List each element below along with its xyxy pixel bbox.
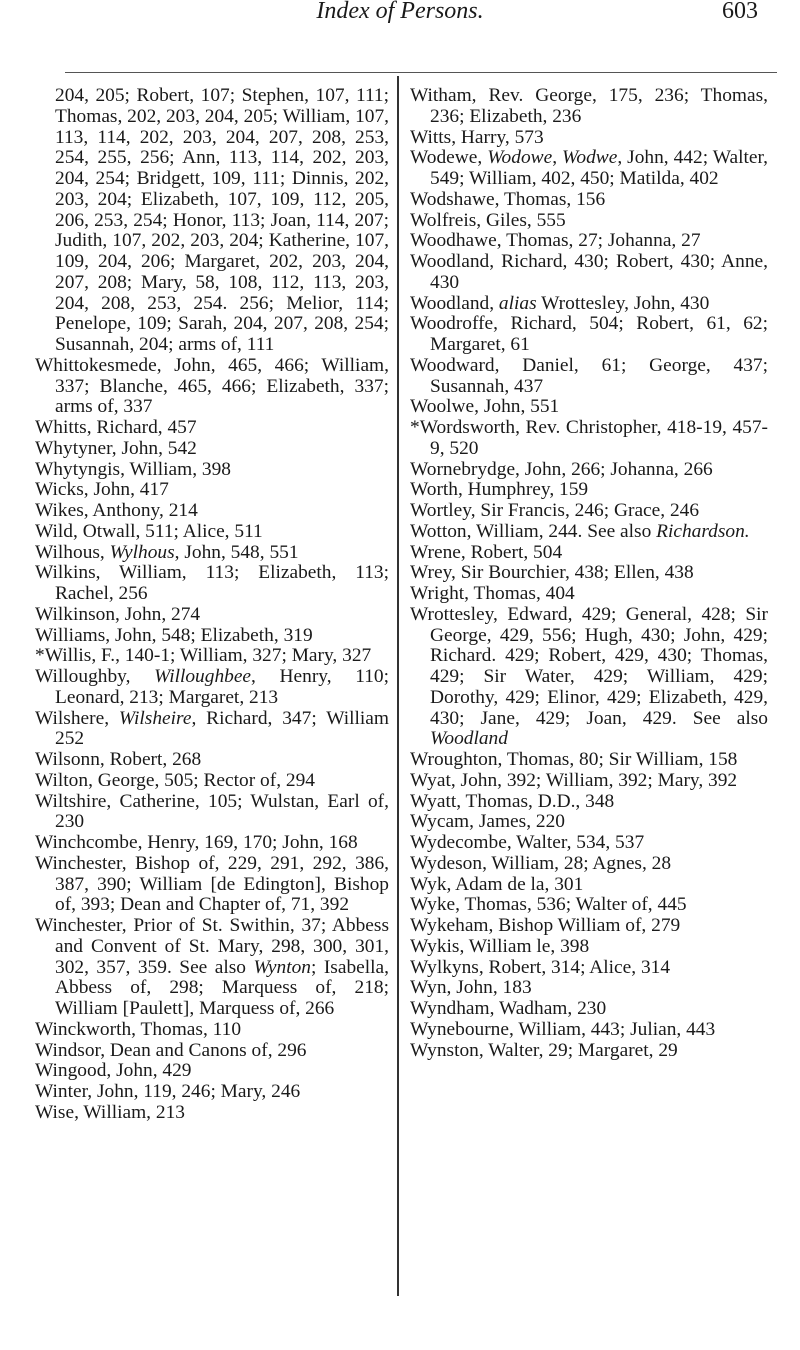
entry-text: Whytyner, John, 542 [35,437,197,459]
entry-text: Windsor, Dean and Canons of, 296 [35,1039,307,1061]
entry-text: Wilkins, William, 113; Elizabeth, 113; Rachel, 256 [35,562,389,604]
index-entry [35,543,389,564]
entry-variant-italic: alias [498,292,537,314]
index-entry [35,501,389,522]
index-entry [35,626,389,647]
index-entry-continuation [35,86,389,356]
page-number: 603 [722,0,758,24]
entry-text: Wykeham, Bishop William of, 279 [410,915,681,936]
entry-text: Wyn, John, 183 [410,977,532,999]
index-entry [35,792,389,834]
entry-text: Woodward, Daniel, 61; George, 437; Susannah, 437 [410,354,768,397]
entry-text: ; Isabella, Abbess of, 298; Marquess of, 218; William [Paulett], Marquess of, 266 [55,956,389,1019]
entry-text: Wiltshire, Catherine, 105; Wulstan, Earl of, 230 [35,790,389,833]
index-entry [410,480,768,501]
index-entry [35,667,389,709]
entry-text: Wild, Otwall, 511; Alice, 511 [35,520,263,542]
entry-text: Wykis, William le, 398 [410,935,590,957]
index-entry [410,854,768,875]
entry-text: Wright, Thomas, 404 [410,583,575,604]
entry-text: Whittokesmede, John, 465, 466; William, 337; Blanche, 465, 466; Elizabeth, 337; arms of, 337 [35,354,389,418]
index-entry [410,294,768,315]
index-entry [35,1103,389,1124]
entry-text: Williams, John, 548; Elizabeth, 319 [35,624,313,646]
column-divider [397,76,399,1296]
index-entry [35,1082,389,1103]
entry-text: Witham, Rev. George, 175, 236; Thomas, 236; Elizabeth, 236 [410,85,768,127]
header-rule [65,72,777,73]
entry-text: Whitts, Richard, 457 [35,417,197,438]
entry-text: Wycam, James, 220 [410,811,565,833]
entry-text: Wilton, George, 505; Rector of, 294 [35,769,315,791]
index-entry [410,231,768,252]
index-entry [35,916,389,1020]
entry-variant-italic: Wilsheire [118,707,192,729]
index-entry [410,916,768,937]
index-entry [35,480,389,501]
index-entry [410,543,768,564]
entry-text: Wolfreis, Giles, 555 [410,209,566,231]
index-entry [35,854,389,916]
entry-text: Wyk, Adam de la, 301 [410,873,584,895]
entry-variant-italic: Wylhous [109,541,175,563]
index-entry [410,999,768,1020]
index-entry [35,833,389,854]
index-entry [35,771,389,792]
entry-text: Wilshere, [35,707,119,729]
entry-text: Wrey, Sir Bourchier, 438; Ellen, 438 [410,562,694,584]
index-entry [35,605,389,626]
entry-variant-italic: Willoughbee [154,666,252,687]
entry-text: Wilhous, [35,541,110,563]
index-entry [410,252,768,294]
index-entry [410,148,768,190]
entry-text: Wyat, John, 392; William, 392; Mary, 392 [410,769,738,791]
entry-text: , John, 548, 551 [174,541,299,563]
entry-text: Winckworth, Thomas, 110 [35,1018,242,1040]
index-entry [410,937,768,958]
entry-text: Wydecombe, Walter, 534, 537 [410,832,645,853]
entry-text: Worth, Humphrey, 159 [410,479,589,501]
entry-text: Wilsonn, Robert, 268 [35,749,202,770]
index-entry [35,563,389,605]
index-entry [410,211,768,232]
entry-text: Willoughby, [35,666,155,687]
index-entry [410,812,768,833]
index-entry [410,1041,768,1062]
entry-text: Wicks, John, 417 [35,479,169,501]
index-entry [410,190,768,211]
index-entry [35,460,389,481]
entry-text: Woolwe, John, 551 [410,396,560,418]
entry-text: Woodroffe, Richard, 504; Robert, 61, 62; Margaret, 61 [410,313,768,355]
index-entry [35,1061,389,1082]
index-entry [410,895,768,916]
index-entry [410,563,768,584]
entry-text: Wyndham, Wadham, 230 [410,998,607,1019]
entry-variant-italic: Wodowe [487,147,553,169]
entry-text: Witts, Harry, 573 [410,126,544,148]
entry-text: Wylkyns, Robert, 314; Alice, 314 [410,956,671,978]
entry-text: 204, 205; Robert, 107; Stephen, 107, 111; Thomas, 202, 203, 204, 205; William, 107, 113, 114, 202, 203, 204, 207, 208, 253, 254, 255, 256; Ann, 113, 114, 202, 203, 204, 254; Bridgett, 109, 111; Dinnis, 202, 203, 204; Elizabeth, 107, 109, 112, 205, 206, 253, 254; Honor, 113; Joan, 114, 207; Judith, 107, 202, 203, 204; Katherine, 107, 109, 204, 206; Margaret, 202, 203, 204, 207, 208; Mary, 58, 108, 112, 113, 203, 204, 208, 253, 254. 256; Melior, 114; Penelope, 109; Sarah, 204, 207, 208, 254; Susannah, 204; arms of, 111 [55,85,389,355]
index-entry [410,875,768,896]
entry-text: Wynston, Walter, 29; Margaret, 29 [410,1039,678,1061]
entry-text: Wydeson, William, 28; Agnes, 28 [410,852,672,874]
index-entry [410,771,768,792]
index-entry [410,792,768,813]
entry-variant-italic: Wynton [253,956,311,978]
index-column-left [35,86,389,1124]
entry-variant-italic: Woodland [430,728,508,750]
index-entry [410,314,768,356]
index-entry [410,584,768,605]
index-entry [35,750,389,771]
entry-text: Wingood, John, 429 [35,1060,192,1082]
entry-text: Wilkinson, John, 274 [35,603,201,625]
entry-text: , Richard, 347; William 252 [55,707,389,750]
index-entry [35,356,389,418]
entry-text: , Henry, 110; Leonard, 213; Margaret, 213 [55,666,390,708]
entry-text: Woodland, Richard, 430; Robert, 430; Anne, 430 [410,251,768,293]
entry-variant-italic: Richardson. [656,520,750,542]
entry-text: *Willis, F., 140-1; William, 327; Mary, 327 [35,645,372,667]
entry-text: Wyatt, Thomas, D.D., 348 [410,790,615,812]
entry-text: Wotton, William, 244. See also [410,520,657,542]
index-entry [410,501,768,522]
entry-text: Winchester, Prior of St. Swithin, 37; Abbess and Convent of St. Mary, 298, 300, 301, 302, 357, 359. See also [35,915,389,978]
entry-text: *Wordsworth, Rev. Christopher, 418-19, 457-9, 520 [410,417,768,459]
index-entry [410,833,768,854]
entry-text: Whytyngis, William, 398 [35,458,231,480]
index-entry [410,86,768,128]
index-entry [410,1020,768,1041]
index-entry [35,1020,389,1041]
entry-text: , [552,147,563,169]
index-entry [35,646,389,667]
entry-text: Wornebrydge, John, 266; Johanna, 266 [410,458,713,480]
entry-text: Wodshawe, Thomas, 156 [410,188,606,210]
index-column-right [410,86,768,1061]
index-entry [410,978,768,999]
index-entry [410,958,768,979]
index-entry [410,460,768,481]
entry-text: Woodland, [410,292,499,314]
index-entry [410,418,768,460]
index-entry [35,439,389,460]
entry-text: Wikes, Anthony, 214 [35,500,198,521]
entry-text: Wortley, Sir Francis, 246; Grace, 246 [410,500,700,521]
index-entry [410,128,768,149]
entry-text: Winchcombe, Henry, 169, 170; John, 168 [35,832,358,853]
entry-text: , John, 442; Walter, 549; William, 402, 450; Matilda, 402 [430,147,768,189]
entry-text: Wyke, Thomas, 536; Walter of, 445 [410,894,687,916]
index-entry [35,1041,389,1062]
entry-text: Wrottesley, Edward, 429; General, 428; Sir George, 429, 556; Hugh, 430; John, 429; Richard. 429; Robert, 429, 430; Thomas, 429; Sir Water, 429; William, 429; Dorothy, 429; Elinor, 429; Elizabeth, 429, 430; Jane, 429; Joan, 429. See also [410,603,768,729]
entry-text: Wrottesley, John, 430 [536,292,710,314]
index-entry [410,605,768,750]
entry-text: Wroughton, Thomas, 80; Sir William, 158 [410,749,738,770]
index-entry [410,522,768,543]
index-entry [410,397,768,418]
entry-text: Wynebourne, William, 443; Julian, 443 [410,1018,716,1040]
entry-text: Winter, John, 119, 246; Mary, 246 [35,1081,301,1102]
entry-text: Woodhawe, Thomas, 27; Johanna, 27 [410,230,701,252]
index-entry [35,709,389,751]
entry-text: Wodewe, [410,147,488,169]
page-title: Index of Persons. [316,0,484,24]
entry-text: Wise, William, 213 [35,1101,185,1123]
entry-text: Wrene, Robert, 504 [410,541,563,563]
index-entry [410,750,768,771]
index-entry [410,356,768,398]
index-entry [35,418,389,439]
entry-variant-italic: Wodwe [562,147,618,169]
entry-text: Winchester, Bishop of, 229, 291, 292, 386, 387, 390; William [de Edington], Bishop of, 393; Dean and Chapter of, 71, 392 [35,852,389,916]
index-entry [35,522,389,543]
